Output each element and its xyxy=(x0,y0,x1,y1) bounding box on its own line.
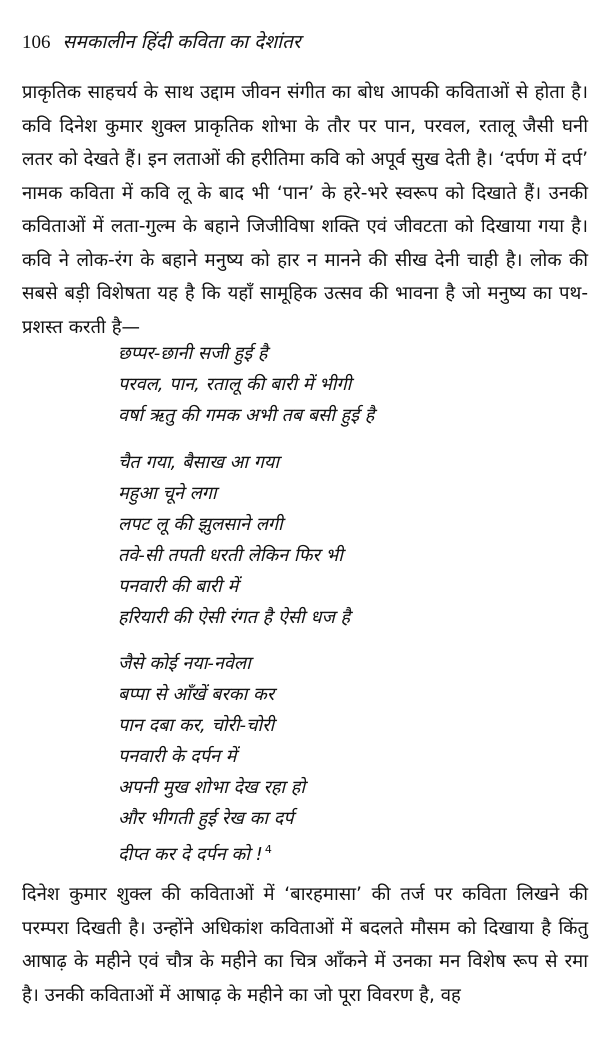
poem-line: छप्पर-छानी सजी हुई है xyxy=(118,343,268,364)
poem-line: महुआ चूने लगा xyxy=(118,483,217,504)
footnote-reference: 4 xyxy=(264,843,272,856)
poem-stanza-1 xyxy=(118,338,374,431)
poem-line: पनवारी की बारी में xyxy=(118,576,239,597)
poem-line: परवल, पान, रतालू की बारी में भीगी xyxy=(118,374,352,395)
page-number: 106 xyxy=(22,32,51,53)
poem-line-last xyxy=(118,834,305,870)
running-title: समकालीन हिंदी कविता का देशांतर xyxy=(62,31,301,53)
poem-line: लपट लू की झुलसाने लगी xyxy=(118,514,283,535)
poem-line: अपनी मुख शोभा देख रहा हो xyxy=(118,777,306,798)
page-header xyxy=(22,28,301,54)
poem-line: पनवारी के दर्पन में xyxy=(118,746,237,767)
poem-line: पान दबा कर, चोरी-चोरी xyxy=(118,715,275,736)
poem-line: चैत गया, बैसाख आ गया xyxy=(118,452,279,473)
poem-stanza-3 xyxy=(118,648,305,870)
body-paragraph-1: प्राकृतिक साहचर्य के साथ उद्दाम जीवन संगीत का बोध आपकी कविताओं से होता है। कवि दिनेश कुमार शुक्ल प्राकृतिक शोभा के तौर पर पान, परवल, रतालू जैसी घनी लतर को देखते हैं। इन लताओं की हरीतिमा कवि को अपूर्व सुख देती है। ‘दर्पण में दर्प’ नामक कविता में कवि लू के बाद भी ‘पान’ के हरे-भरे स्वरूप को दिखाते हैं। उनकी कविताओं में लता-गुल्म के बहाने जिजीविषा शक्ति एवं जीवटता को दिखाया गया है। कवि ने लोक-रंग के बहाने मनुष्य को हार न मानने की सीख देनी चाही है। लोक की सबसे बड़ी विशेषता यह है कि यहाँ सामूहिक उत्सव की भावना है जो मनुष्य का पथ-प्रशस्त करती है— xyxy=(22,82,588,338)
poem-line-text: दीप्त कर दे दर्पन को ! xyxy=(118,844,263,865)
poem-stanza-2 xyxy=(118,447,350,633)
body-paragraph-2: दिनेश कुमार शुक्ल की कविताओं में ‘बारहमासा’ की तर्ज पर कविता लिखने की परम्परा दिखती है। उन्होंने अधिकांश कविताओं में बदलते मौसम को दिखाया है किंतु आषाढ़ के महीने एवं चौत्र के महीने का चित्र आँकने में उनका मन विशेष रूप से रमा है। उनकी कविताओं में आषाढ़ के महीने का जो पूरा विवरण है, वह xyxy=(22,884,588,1006)
poem-line: तवे-सी तपती धरती लेकिन फिर भी xyxy=(118,545,343,566)
poem-line: बप्पा से आँखें बरका कर xyxy=(118,684,275,705)
poem-line: वर्षा ऋतु की गमक अभी तब बसी हुई है xyxy=(118,405,375,426)
poem-line: और भीगती हुई रेख का दर्प xyxy=(118,808,294,829)
poem-line: जैसे कोई नया-नवेला xyxy=(118,653,251,674)
poem-line: हरियारी की ऐसी रंगत है ऐसी धज है xyxy=(118,607,351,628)
